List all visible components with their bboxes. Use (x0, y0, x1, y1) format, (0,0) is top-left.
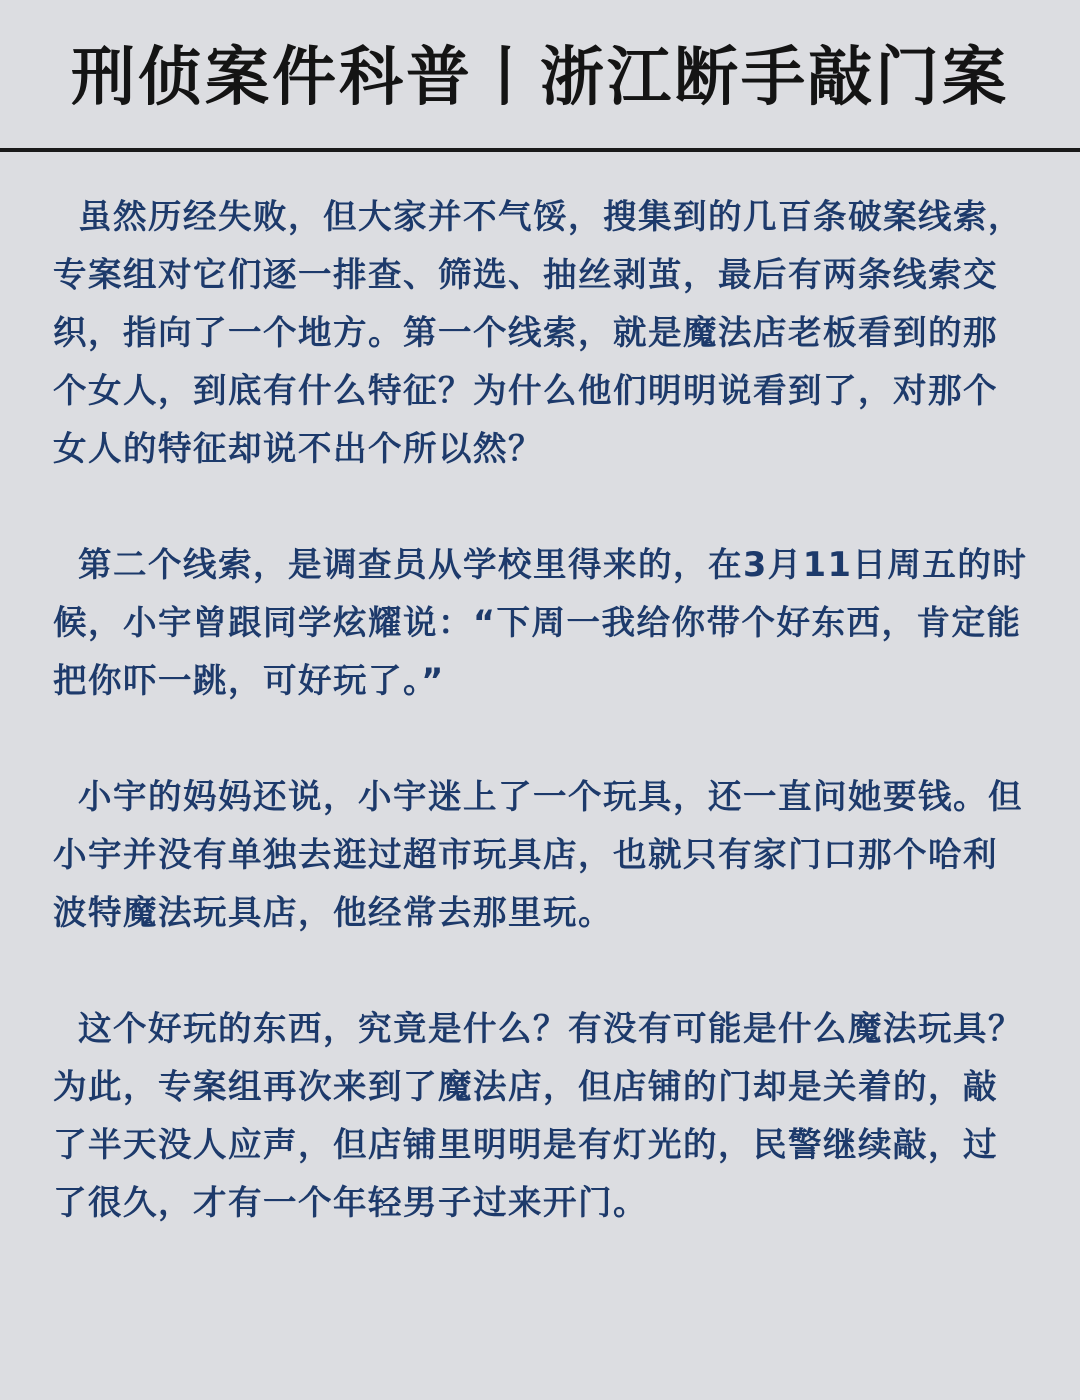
title-divider (0, 148, 1080, 152)
article-body (53, 188, 1028, 1290)
paragraph-4: 这个好玩的东西，究竟是什么？有没有可能是什么魔法玩具？为此，专案组再次来到了魔法店，但店铺的门却是关着的，敲了半天没人应声，但店铺里明明是有灯光的，民警继续敲，过了很久，才有一个年轻男子过来开门。 (53, 1009, 1023, 1222)
paragraph-3: 小宇的妈妈还说，小宇迷上了一个玩具，还一直问她要钱。但小宇并没有单独去逛过超市玩具店，也就只有家门口那个哈利波特魔法玩具店，他经常去那里玩。 (53, 777, 1023, 932)
page-title: 刑侦案件科普丨浙江断手敲门案 (71, 41, 1009, 115)
paragraph-2: 第二个线索，是调查员从学校里得来的，在3月11日周五的时候，小宇曾跟同学炫耀说：“下周一我给你带个好东西，肯定能把你吓一跳，可好玩了。” (53, 545, 1028, 700)
paragraph-1: 虽然历经失败，但大家并不气馁，搜集到的几百条破案线索，专案组对它们逐一排查、筛选、抽丝剥茧，最后有两条线索交织，指向了一个地方。第一个线索，就是魔法店老板看到的那个女人，到底有什么特征？为什么他们明明说看到了，对那个女人的特征却说不出个所以然？ (53, 197, 1023, 468)
header (0, 0, 1080, 148)
